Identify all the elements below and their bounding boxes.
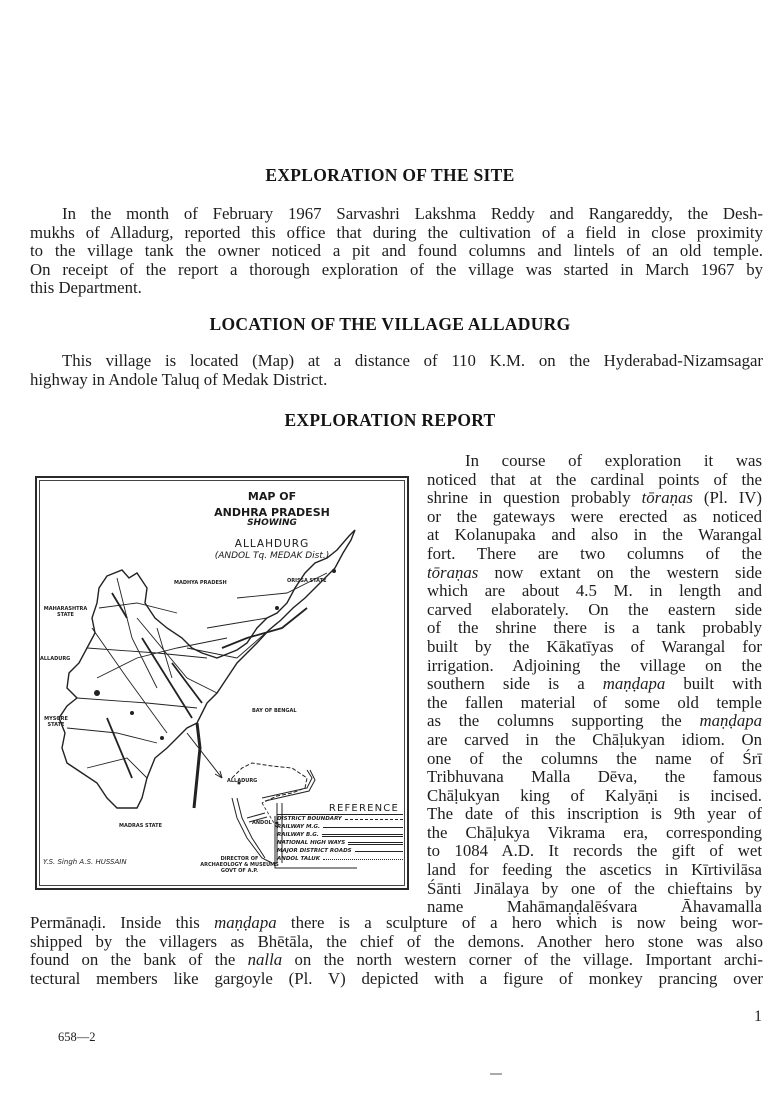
map-label-madhya-pradesh: MADHYA PRADESH: [174, 580, 227, 586]
text-line: which are about 4.5 M. in length and: [427, 581, 762, 601]
text-line: name Mahāmaṇḍalēśvara Āhavamalla: [427, 897, 762, 917]
text-line: carved elaborately. On the eastern side: [427, 599, 762, 619]
text-line: land for feeding the ascetics in Kīrtivilāsa: [427, 860, 762, 880]
legend-swatch: [322, 834, 403, 837]
map-label-alladurg: ALLADURG: [40, 656, 71, 662]
map-title-line5: (ANDOL Tq. MEDAK Dist.): [214, 551, 330, 561]
text-line: of the shrine there is a tank probably: [427, 618, 762, 638]
page-number: 1: [754, 1008, 762, 1025]
map-label-mysore: MYSORE STATE: [44, 716, 68, 728]
reference-title: REFERENCE: [277, 803, 403, 815]
text-line: found on the bank of the nalla on the north western corner of the village. Important archi-: [30, 950, 763, 970]
map-title-line4: ALLAHDURG: [234, 538, 310, 550]
text-line: Chāḷukyan king of Kalyāṇi is incised.: [427, 785, 762, 805]
text-line: The date of this inscription is 9th year of: [427, 804, 762, 824]
text-line: to the village tank the owner noticed a pit and found columns and lintels of an old temple.: [30, 241, 763, 261]
inset-label-andol: ANDOL: [252, 820, 272, 826]
text-line: noticed that at the cardinal points of the: [427, 469, 762, 489]
text-line: Tribhuvana Malla Dēva, the famous: [427, 767, 762, 787]
reference-item: MAJOR DISTRICT ROADS: [277, 847, 403, 855]
text-line: shrine in question probably tōraṇas (Pl. IV): [427, 488, 762, 508]
reference-item: RAILWAY B.G.: [277, 831, 403, 839]
paragraph-exploration-site: [30, 205, 763, 298]
print-speck: [490, 1073, 502, 1075]
text-line: highway in Andole Taluq of Medak District.: [30, 369, 328, 389]
text-line: In the month of February 1967 Sarvashri Lakshma Reddy and Rangareddy, the Desh-: [62, 204, 763, 223]
map-credit: [192, 856, 287, 874]
text-line: Permānaḍi. Inside this maṇḍapa there is a sculpture of a hero which is now being wor-: [30, 913, 763, 932]
text-line: built by the Kākatīyas of Warangal for: [427, 636, 762, 656]
legend-swatch: [355, 851, 403, 852]
footer-signature-code: 658—2: [58, 1030, 96, 1044]
map-title-line2: ANDHRA PRADESH: [214, 506, 330, 519]
text-line: as the columns supporting the maṇḍapa: [427, 711, 762, 731]
map-label-madras: MADRAS STATE: [119, 823, 162, 829]
map-label-maharashtra: MAHARASHTRA STATE: [43, 606, 88, 618]
reference-item: DISTRICT BOUNDARY: [277, 815, 403, 823]
text-line: irrigation. Adjoining the village on the: [427, 655, 762, 675]
legend-swatch: [323, 827, 403, 828]
paragraph-location: [30, 352, 763, 389]
inset-label-alladurg: ALLADURG: [227, 778, 258, 784]
credit-line3: GOVT OF A.P.: [220, 868, 259, 874]
map-label-bay-of-bengal: BAY OF BENGAL: [252, 708, 297, 714]
text-line: This village is located (Map) at a distance of 110 K.M. on the Hyderabad-Nizamsagar: [62, 351, 763, 370]
reference-item: RAILWAY M.G.: [277, 823, 403, 831]
credit-line2: ARCHAEOLOGY & MUSEUMS: [200, 862, 279, 868]
map-title-line3: SHOWING: [247, 518, 297, 528]
text-line: In course of exploration it was: [465, 451, 762, 470]
reference-item: NATIONAL HIGH WAYS: [277, 839, 403, 847]
text-line: mukhs of Alladurg, reported this office that during the cultivation of a field in close proximity: [30, 222, 763, 242]
text-line: fort. There are two columns of the: [427, 543, 762, 563]
text-line: the Chāḷukya Vikrama era, corresponding: [427, 822, 762, 842]
map-label-orissa: ORISSA STATE: [287, 578, 327, 584]
text-line: this Department.: [30, 278, 142, 298]
text-line: to 1084 A.D. It records the gift of wet: [427, 841, 762, 861]
text-line: or the gateways were erected as noticed: [427, 506, 762, 526]
map-signature: Y.S. Singh A.S. HUSSAIN: [43, 858, 127, 866]
heading-exploration-report: EXPLORATION REPORT: [284, 410, 496, 430]
map-title-line1: MAP OF: [247, 490, 297, 503]
map-andhra-pradesh: [35, 476, 409, 890]
heading-exploration-site: EXPLORATION OF THE SITE: [265, 165, 515, 185]
text-line: southern side is a maṇḍapa built with: [427, 674, 763, 694]
text-line: tectural members like gargoyle (Pl. V) depicted with a figure of monkey prancing over: [30, 968, 763, 988]
text-line: On receipt of the report a thorough exploration of the village was started in March 1967 by: [30, 259, 763, 279]
text-line: shipped by the villagers as Bhētāla, the chief of the demons. Another hero stone was also: [30, 931, 763, 951]
map-reference-legend: [277, 803, 403, 863]
text-line: are carved in the Chāḷukyan idiom. On: [427, 729, 762, 749]
paragraph-exploration-report-continued: [30, 914, 763, 988]
heading-location: LOCATION OF THE VILLAGE ALLADURG: [209, 314, 571, 334]
text-line: at Kolanupaka and also in the Warangal: [427, 525, 762, 545]
text-line: Śānti Jinālaya by one of the chieftains by: [427, 878, 762, 898]
legend-swatch: [345, 819, 403, 820]
legend-swatch: [323, 859, 403, 860]
text-line: the fallen material of some old temple: [427, 692, 762, 712]
text-line: one of the columns the name of Śrī: [427, 748, 762, 768]
reference-item: ANDOL TALUK: [277, 855, 403, 863]
credit-line1: DIRECTOR OF: [220, 856, 259, 862]
legend-swatch: [348, 842, 403, 845]
text-line: tōraṇas now extant on the western side: [427, 562, 762, 582]
paragraph-exploration-report-column: [427, 452, 762, 917]
